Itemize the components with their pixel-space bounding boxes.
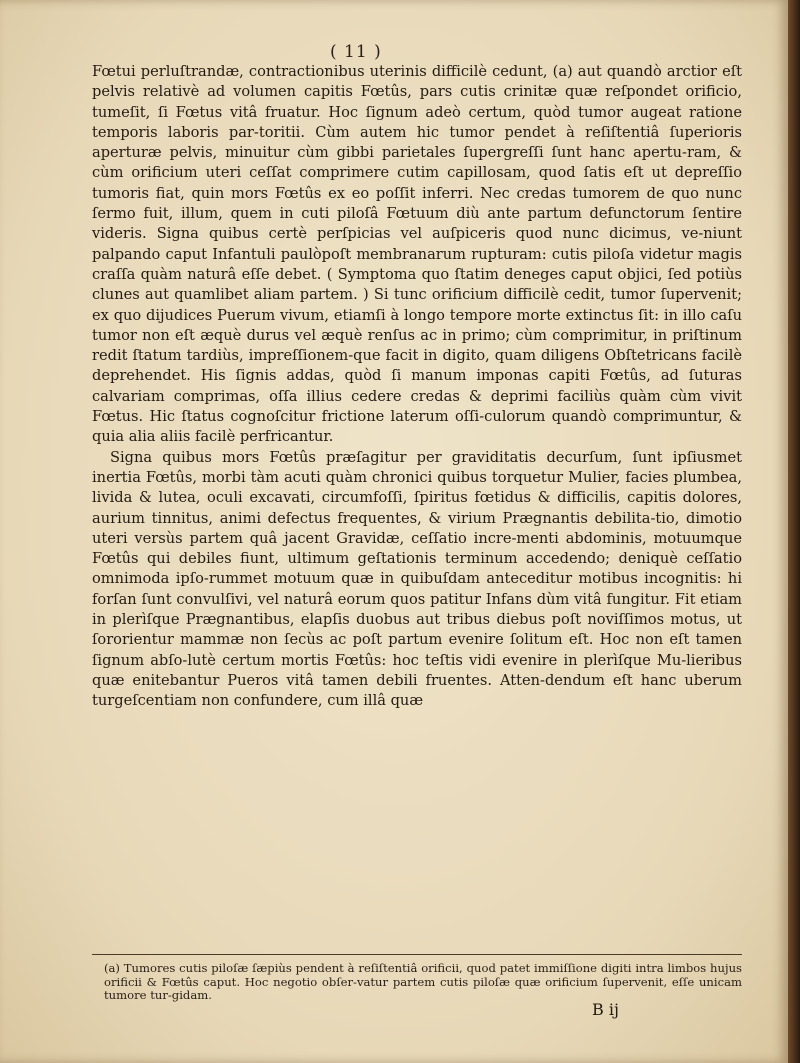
footnote <box>92 962 742 1003</box>
footnote-divider <box>92 954 742 955</box>
page-edge-shadow <box>788 0 800 1063</box>
signature-mark: B ij <box>592 1000 619 1019</box>
paragraph-1: Fœtui perluſtrandæ, contractionibus uterinis difficilè cedunt, (a) aut quandò arctior eſt pelvis relativè ad volumen capitis Fœtûs, pars cutis crinitæ quæ reſpondet orificio, tumeſit, ſi Fœtus vitâ fruatur. Hoc ſignum adeò certum, quòd tumor augeat ratione temporis laboris par-toritii. Cùm autem hic tumor pendet à reſiſtentiâ ſuperioris aperturæ pelvis, minuitur cùm gibbi parietales ſupergreſſi ſunt hanc apertu-ram, & cùm orificium uteri ceſſat comprimere cutim capillosam, quod ſatis eſt ut depreſſio tumoris fiat, quin mors Fœtûs ex eo poſſit inferri. Nec credas tumorem de quo nunc ſermo fuit, illum, quem in cuti piloſâ Fœtuum diù ante partum defunctorum ſentire videris. Signa quibus certè perſpicias vel auſpiceris quod nunc dicimus, ve-niunt palpando caput Infantuli paulòpoſt membranarum rupturam: cutis piloſa videtur magis craſſa quàm naturâ eſſe debet. ( Symptoma quo ſtatim deneges caput objici, ſed potiùs clunes aut quamlibet aliam partem. ) Si tunc orificium difficilè cedit, tumor ſupervenit; ex quo dijudices Puerum vivum, etiamſi à longo tempore morte extinctus ſit: in illo caſu tumor non eſt æquè durus vel æquè renſus ac in primo; cùm comprimitur, in priſtinum redit ſtatum tardiùs, impreſſionem-que facit in digito, quam diligens Obſtetricans facilè deprehendet. His ſignis addas, quòd ſi manum imponas capiti Fœtûs, ad ſuturas calvariam comprimas, oſſa illius cedere credas & deprimi faciliùs quàm cùm vivit Fœtus. Hic ſtatus cognoſcitur frictione laterum oſſi-culorum quandò comprimuntur, & quia alia aliis facilè perfricantur. <box>92 63 742 446</box>
paragraph-2: Signa quibus mors Fœtûs præſagitur per graviditatis decurſum, ſunt ipſiusmet inertia Fœtûs, morbi tàm acuti quàm chronici quibus torquetur Mulier, facies plumbea, livida & lutea, oculi excavati, circumfoſſi, ſpiritus fœtidus & difficilis, capitis dolores, aurium tinnitus, animi defectus frequentes, & virium Prægnantis debilita-tio, dimotio uteri versùs partem quâ jacent Gravidæ, ceſſatio incre-menti abdominis, motuumque Fœtûs qui debiles fiunt, ultimum geſtationis terminum accedendo; deniquè ceſſatio omnimoda ipſo-rummet motuum quæ in quibuſdam anteceditur motibus incognitis: hi forſan ſunt convulſivi, vel naturâ eorum quos patitur Infans dùm vitâ fungitur. Fit etiam in plerìſque Prægnantibus, elapſis duobus aut tribus diebus poſt noviſſimos motus, ut ſororientur mammæ non ſecùs ac poſt partum evenire ſolitum eſt. Hoc non eſt tamen ſignum abſo-lutè certum mortis Fœtûs: hoc teſtis vidi evenire in plerìſque Mu-lieribus quæ enitebantur Pueros vitâ tamen debili fruentes. Atten-dendum eſt hanc uberum turgeſcentiam non confundere, cum illâ quæ <box>92 448 742 710</box>
page-number: ( 11 ) <box>330 42 382 62</box>
footnote-text: (a) Tumores cutis piloſæ ſæpiùs pendent à reſiſtentiâ orificii, quod patet immiſſione digiti intra limbos hujus orificii & Fœtûs caput. Hoc negotio obſer-vatur partem cutis piloſæ quæ orificium ſupervenit, eſſe unicam tumore tur-gidam. <box>104 961 742 1003</box>
main-text <box>92 62 742 712</box>
